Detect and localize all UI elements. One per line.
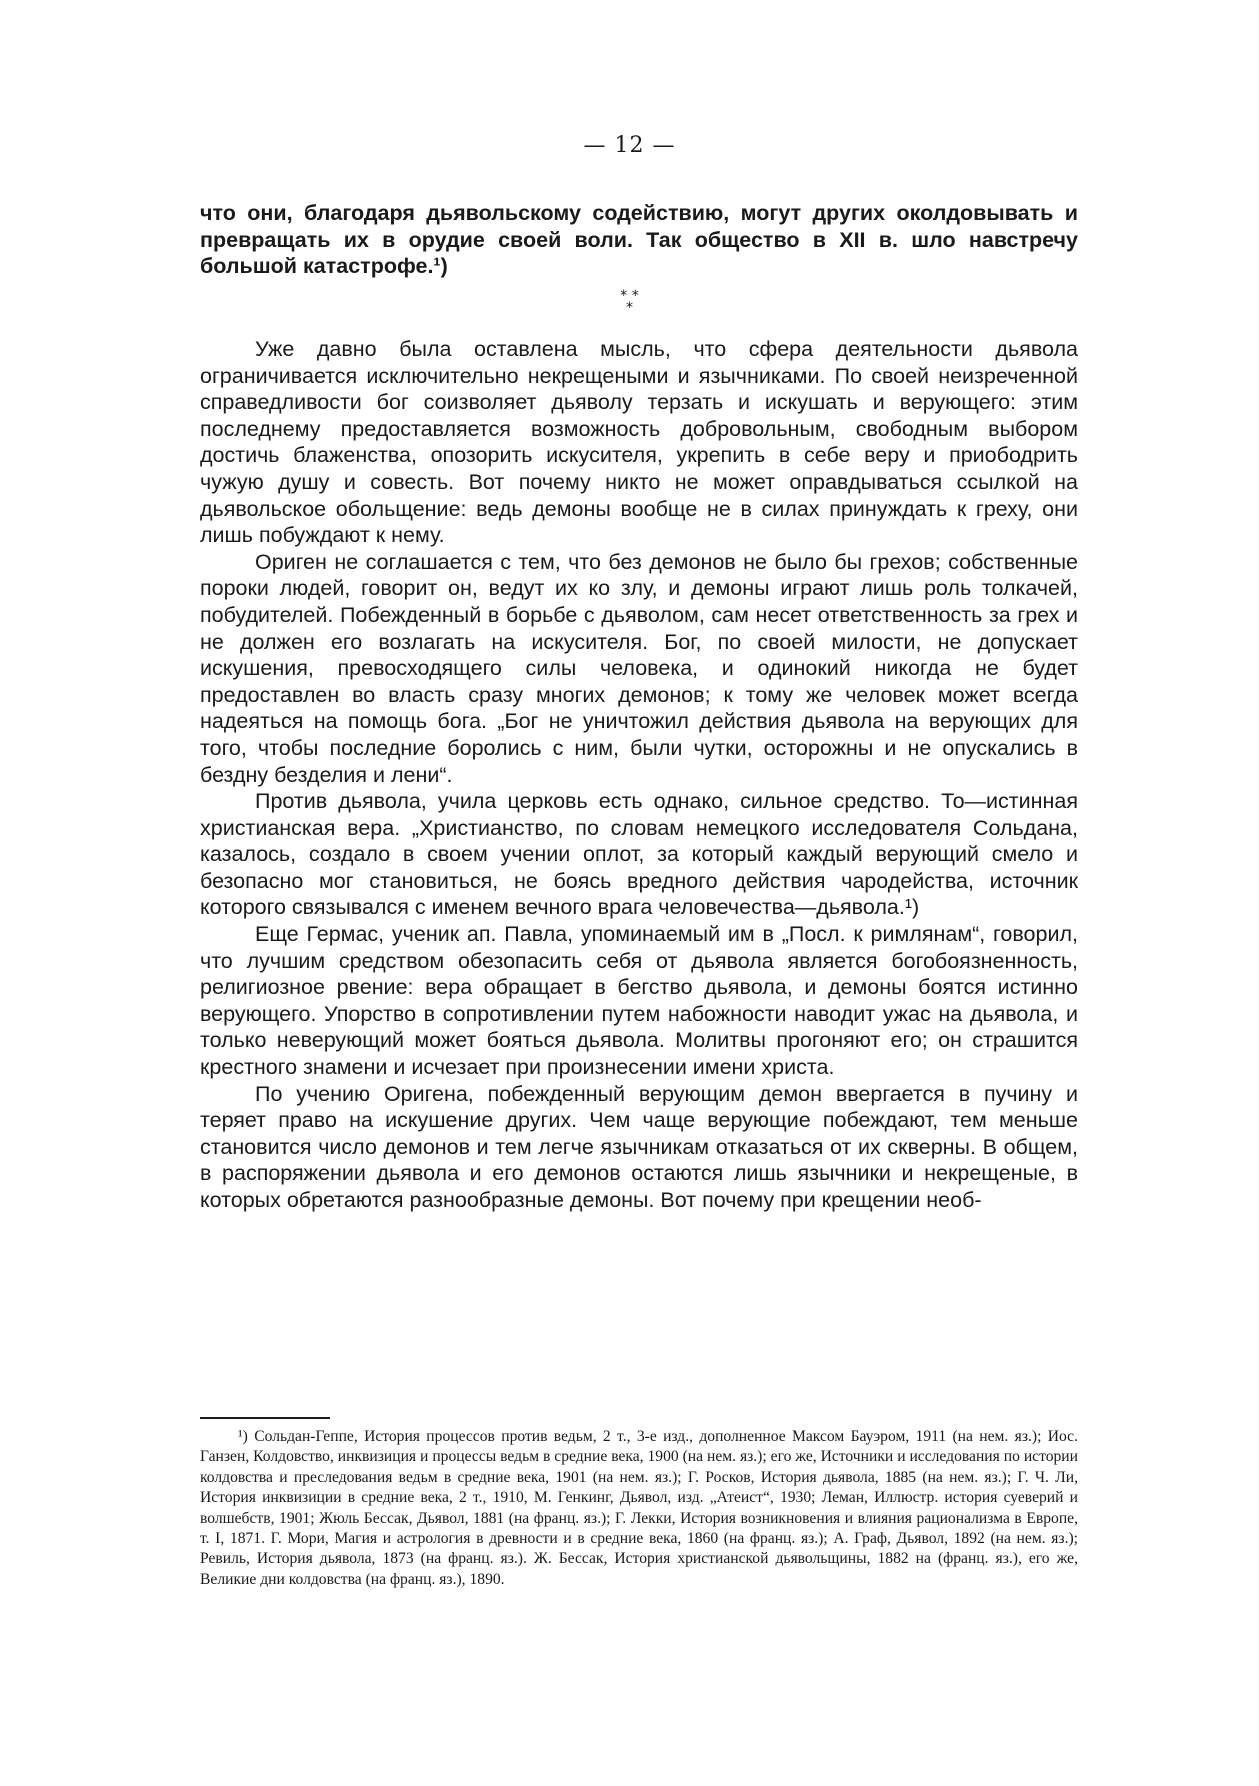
footnote: ¹) Сольдан-Геппе, История процессов против ведьм, 2 т., 3-е изд., дополненное Максом Бауэром, 1911 (на нем. яз.); Иос. Ганзен, Колдовство, инквизиция и процессы ведьм в средние века, 1900 (на нем. яз.); его же, Источники и исследования по истории колдовства и преследования ведьм в средние века, 1901 (на нем. яз.); Г. Росков, История дьявола, 1885 (на нем. яз.); Г. Ч. Ли, История инквизиции в средние века, 2 т., 1910, М. Генкинг, Дьявол, изд. „Атеист“, 1930; Леман, Иллюстр. история суеверий и волшебств, 1901; Жюль Бессак, Дьявол, 1881 (на франц. яз.); Г. Лекки, История возникновения и влияния рационализма в Европе, т. I, 1871. Г. Мори, Магия и астрология в древности и в средние века, 1860 (на франц. яз.); А. Граф, Дьявол, 1892 (на нем. яз.); Ревиль, История дьявола, 1873 (на франц. яз.). Ж. Бессак, История христианской дьявольщины, 1882 на (франц. яз.), его же, Великие дни колдовства (на франц. яз.), 1890. xyxy=(200,1428,1078,1588)
paragraph: Уже давно была оставлена мысль, что сфера деятельности дьявола ограничивается исключительно некрещеными и язычниками. По своей неизреченной справедливости бог соизволяет дьяволу терзать и искушать и верующего: этим последнему предоставляется возможность добровольным, свободным выбором достичь блаженства, опозорить искусителя, укрепить в себе веру и приободрить чужую душу и совесть. Вот почему никто не может оправдываться ссылкой на дьявольское обольщение: ведь демоны вообще не в силах принуждать к греху, они лишь побуждают к нему. xyxy=(200,337,1078,548)
separator-star-bottom: * xyxy=(626,300,633,316)
main-text xyxy=(200,336,1078,1214)
footnote-divider xyxy=(200,1417,330,1419)
paragraph: Еще Гермас, ученик ап. Павла, упоминаемый им в „Посл. к римлянам“, говорил, что лучшим средством обезопасить себя от дьявола является богобоязненность, религиозное рвение: вера обращает в бегство дьявола, и демоны боятся истинно верующего. Упорство в сопротивлении путем набожности наводит ужас на дьявола, и только неверующий может бояться дьявола. Молитвы прогоняют его; он страшится крестного знамени и исчезает при произнесении имени христа. xyxy=(200,922,1078,1080)
section-separator xyxy=(0,290,1259,314)
page-number: — 12 — xyxy=(583,133,676,158)
paragraph: По учению Оригена, побежденный верующим демон ввергается в пучину и теряет право на искушение других. Чем чаще верующие побеждают, тем меньше становится число демонов и тем легче язычникам отказаться от их скверны. В общем, в распоряжении дьявола и его демонов остаются лишь язычники и некрещеные, в которых обретаются разнообразные демоны. Вот почему при крещении необ- xyxy=(200,1081,1078,1212)
paragraph: Против дьявола, учила церковь есть однако, сильное средство. То—истинная христианская вера. „Христианство, по словам немецкого исследователя Сольдана, казалось, создало в своем учении оплот, за который каждый верующий смело и безопасно мог становиться, не боясь вредного действия чародейства, источник которого связывался с именем вечного врага человечества—дьявола.¹) xyxy=(200,789,1078,920)
separator-stars-top: * * xyxy=(620,288,639,304)
lead-paragraph-text: что они, благодаря дьявольскому содействию, могут других околдовывать и превращать их в орудие своей воли. Так общество в XII в. шло навстречу большой катастрофе.¹) xyxy=(200,201,1078,279)
lead-paragraph xyxy=(200,200,1078,280)
paragraph: Ориген не соглашается с тем, что без демонов не было бы грехов; собственные пороки людей, говорит он, ведут их ко злу, и демоны играют лишь роль толкачей, побудителей. Побежденный в борьбе с дьяволом, сам несет ответственность за грех и не должен его возлагать на искусителя. Бог, по своей милости, не допускает искушения, превосходящего силы человека, и одинокий никогда не будет предоставлен во власть сразу многих демонов; к тому же человек может всегда надеяться на помощь бога. „Бог не уничтожил действия дьявола на верующих для того, чтобы последние боролись с ним, были чутки, осторожны и не опускались в бездну безделия и лени“. xyxy=(200,549,1078,787)
